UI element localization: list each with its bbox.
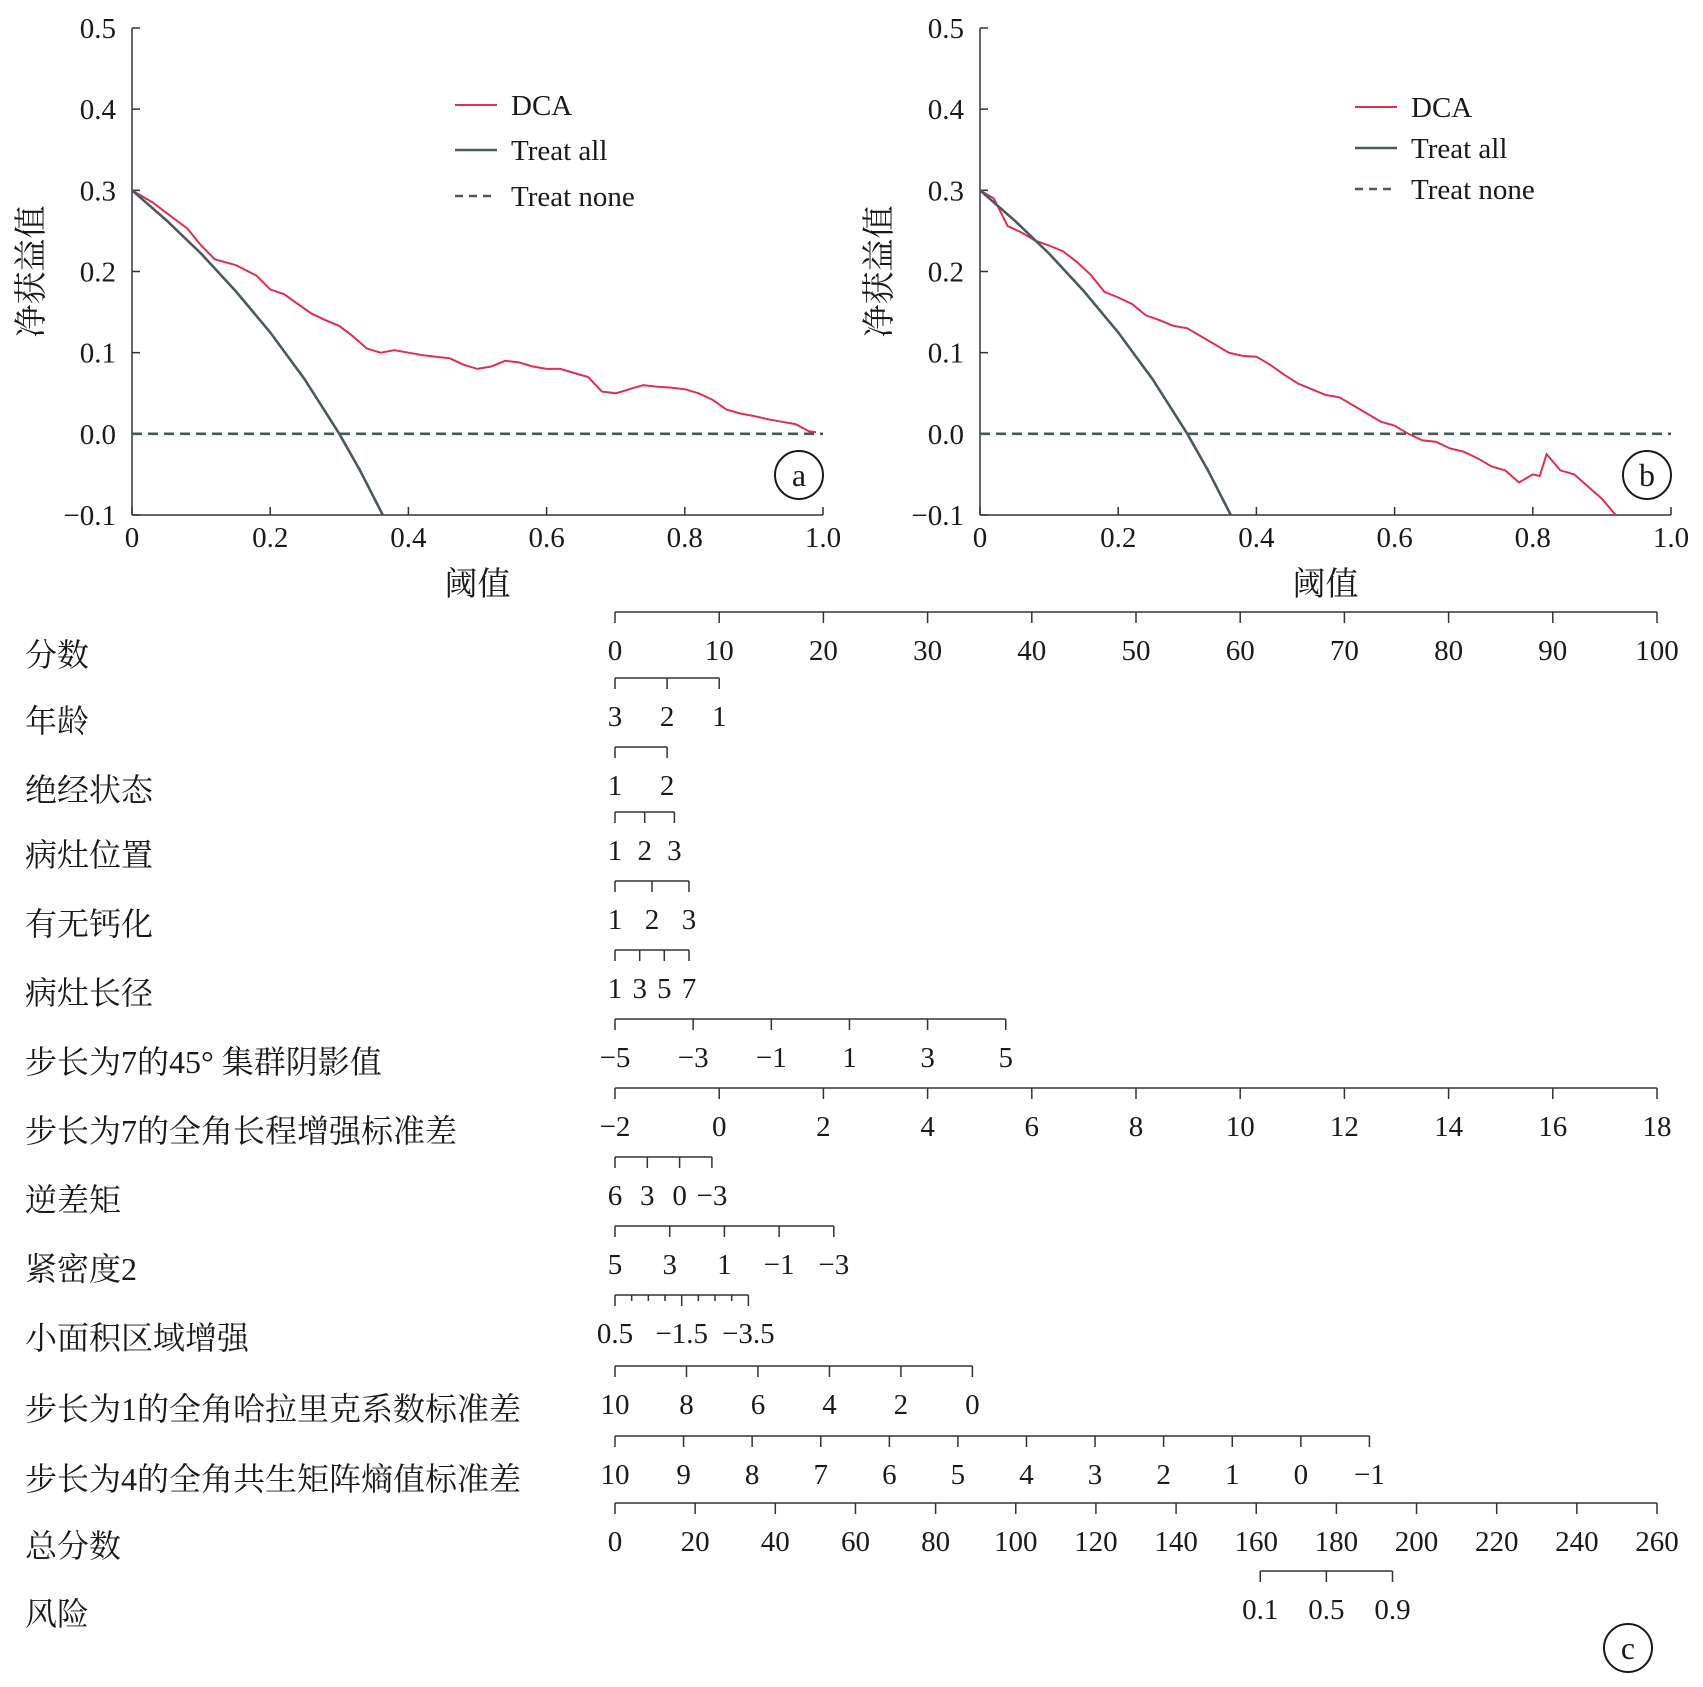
legend-label: Treat none xyxy=(1411,174,1535,206)
row-label: 步长为7的全角长程增强标准差 xyxy=(25,1113,458,1149)
row-tick-label: 1 xyxy=(607,770,623,802)
row-tick-label: 180 xyxy=(1314,1526,1359,1558)
row-label: 绝经状态 xyxy=(25,772,154,808)
row-tick-label: 7 xyxy=(813,1459,829,1491)
row-tick-label: 5 xyxy=(657,973,672,1005)
row-tick-label: 10 xyxy=(704,635,734,667)
x-tick-label: 0.6 xyxy=(1376,522,1413,554)
row-tick-label: −3.5 xyxy=(722,1318,775,1350)
row-tick-label: −1 xyxy=(763,1249,795,1281)
x-tick-label: 0 xyxy=(124,522,140,554)
row-tick-label: 6 xyxy=(607,1180,623,1212)
y-tick-label: −0.1 xyxy=(63,500,116,532)
row-tick-label: 0 xyxy=(1293,1459,1309,1491)
dca-chart-a xyxy=(13,13,841,603)
row-tick-label: 3 xyxy=(662,1249,677,1281)
row-tick-label: 2 xyxy=(644,904,660,936)
row-label: 步长为7的45° 集群阴影值 xyxy=(25,1044,382,1080)
row-tick-label: 9 xyxy=(676,1459,691,1491)
row-tick-label: 20 xyxy=(680,1526,710,1558)
row-tick-label: 80 xyxy=(921,1526,951,1558)
nomogram-row xyxy=(25,747,674,808)
row-tick-label: 1 xyxy=(1225,1459,1240,1491)
row-tick-label: 10 xyxy=(1225,1111,1255,1143)
row-tick-label: 18 xyxy=(1642,1111,1672,1143)
panel-label: a xyxy=(791,457,807,493)
y-tick-label: 0.0 xyxy=(79,418,116,451)
y-tick-label: 0.3 xyxy=(927,175,964,208)
row-tick-label: 0 xyxy=(607,1526,623,1558)
row-tick-label: 1 xyxy=(607,973,623,1005)
x-tick-label: 1.0 xyxy=(804,522,842,554)
row-tick-label: 1 xyxy=(717,1249,732,1281)
row-tick-label: 16 xyxy=(1538,1111,1568,1143)
row-tick-label: 14 xyxy=(1434,1111,1464,1143)
row-tick-label: 20 xyxy=(808,635,838,667)
row-tick-label: 2 xyxy=(816,1111,831,1143)
row-tick-label: 1 xyxy=(607,904,623,936)
row-tick-label: 0.5 xyxy=(1308,1594,1345,1626)
row-tick-label: 3 xyxy=(632,973,647,1005)
x-axis-title: 阈值 xyxy=(444,567,511,603)
row-tick-label: −1 xyxy=(1353,1459,1385,1491)
row-tick-label: 12 xyxy=(1329,1111,1359,1143)
row-tick-label: 120 xyxy=(1074,1526,1118,1558)
nomogram-row xyxy=(25,1226,849,1287)
nomogram-row xyxy=(25,1088,1672,1149)
row-tick-label: −1.5 xyxy=(655,1318,708,1350)
row-tick-label: 10 xyxy=(600,1459,630,1491)
y-tick-label: 0.4 xyxy=(79,94,116,127)
row-tick-label: 4 xyxy=(1019,1459,1034,1491)
x-tick-label: 0.8 xyxy=(1514,522,1551,554)
row-tick-label: 0 xyxy=(711,1111,727,1143)
row-tick-label: 8 xyxy=(744,1459,760,1491)
row-label: 步长为4的全角共生矩阵熵值标准差 xyxy=(25,1461,522,1497)
nomogram-row xyxy=(25,1295,775,1356)
row-label: 病灶位置 xyxy=(25,837,154,873)
row-tick-label: 6 xyxy=(882,1459,897,1491)
nomogram-row xyxy=(25,1019,1013,1080)
series-line-treat-all xyxy=(132,190,383,515)
row-tick-label: 60 xyxy=(1225,635,1255,667)
x-tick-label: 0.2 xyxy=(1100,522,1137,554)
row-tick-label: 100 xyxy=(1635,635,1679,667)
row-tick-label: 80 xyxy=(1434,635,1464,667)
row-tick-label: −3 xyxy=(677,1042,709,1074)
series-line-dca xyxy=(132,190,816,432)
row-tick-label: 0 xyxy=(607,635,623,667)
row-tick-label: 5 xyxy=(950,1459,966,1491)
y-tick-label: 0.5 xyxy=(927,13,964,45)
row-tick-label: 2 xyxy=(637,835,652,867)
row-tick-label: 6 xyxy=(1024,1111,1040,1143)
legend-label: Treat none xyxy=(511,181,635,213)
panel-label: c xyxy=(1620,1630,1636,1666)
y-tick-label: 0.1 xyxy=(927,337,964,370)
row-tick-label: 1 xyxy=(607,835,623,867)
row-label: 分数 xyxy=(25,637,90,673)
y-tick-label: 0.3 xyxy=(79,175,116,208)
nomogram-row xyxy=(25,812,682,873)
row-label: 逆差矩 xyxy=(25,1182,122,1218)
y-tick-label: 0.2 xyxy=(79,256,116,289)
nomogram-row xyxy=(25,612,1679,673)
x-axis-title: 阈值 xyxy=(1292,567,1359,603)
x-tick-label: 0.6 xyxy=(528,522,565,554)
nomogram-row xyxy=(25,1157,727,1218)
row-tick-label: 3 xyxy=(681,904,697,936)
row-tick-label: 2 xyxy=(659,770,675,802)
row-tick-label: −2 xyxy=(599,1111,631,1143)
row-label: 步长为1的全角哈拉里克系数标准差 xyxy=(25,1391,522,1427)
x-tick-label: 0.8 xyxy=(666,522,703,554)
x-tick-label: 0.4 xyxy=(390,522,427,554)
dca-chart-b xyxy=(861,13,1689,603)
y-tick-label: 0.4 xyxy=(927,94,964,127)
y-axis-title: 净获益值 xyxy=(14,205,50,338)
row-tick-label: 60 xyxy=(840,1526,870,1558)
row-tick-label: 3 xyxy=(607,701,623,733)
x-tick-label: 0 xyxy=(972,522,988,554)
row-tick-label: 3 xyxy=(1087,1459,1103,1491)
row-tick-label: 0.9 xyxy=(1374,1594,1411,1626)
row-label: 紧密度2 xyxy=(25,1251,138,1287)
row-tick-label: 0.1 xyxy=(1242,1594,1279,1626)
row-tick-label: 0 xyxy=(965,1389,980,1421)
legend-label: DCA xyxy=(1411,92,1473,124)
row-tick-label: 0 xyxy=(672,1180,687,1212)
nomogram-chart-c xyxy=(25,612,1679,1672)
y-tick-label: 0.0 xyxy=(927,418,964,451)
row-tick-label: 220 xyxy=(1474,1526,1519,1558)
row-tick-label: 30 xyxy=(913,635,943,667)
nomogram-row xyxy=(25,1503,1679,1564)
x-tick-label: 0.4 xyxy=(1238,522,1275,554)
row-tick-label: 0.5 xyxy=(596,1318,634,1350)
row-tick-label: 3 xyxy=(667,835,682,867)
row-tick-label: 260 xyxy=(1635,1526,1679,1558)
row-tick-label: 4 xyxy=(822,1389,837,1421)
row-label: 总分数 xyxy=(25,1528,122,1564)
y-axis-title: 净获益值 xyxy=(862,205,898,338)
y-tick-label: 0.1 xyxy=(79,337,116,370)
x-tick-label: 0.2 xyxy=(252,522,289,554)
row-tick-label: 7 xyxy=(681,973,697,1005)
row-tick-label: −3 xyxy=(818,1249,850,1281)
row-tick-label: 1 xyxy=(842,1042,857,1074)
row-tick-label: 240 xyxy=(1555,1526,1599,1558)
row-tick-label: 10 xyxy=(600,1389,630,1421)
row-tick-label: 70 xyxy=(1329,635,1359,667)
row-tick-label: 2 xyxy=(1156,1459,1171,1491)
row-tick-label: 2 xyxy=(659,701,675,733)
y-tick-label: −0.1 xyxy=(911,500,964,532)
nomogram-row xyxy=(25,1366,980,1427)
row-label: 风险 xyxy=(25,1596,90,1632)
row-label: 小面积区域增强 xyxy=(25,1320,250,1356)
row-tick-label: 4 xyxy=(920,1111,935,1143)
legend-label: Treat all xyxy=(1411,133,1508,165)
row-tick-label: −3 xyxy=(696,1180,728,1212)
nomogram-row xyxy=(25,1436,1385,1497)
x-tick-label: 1.0 xyxy=(1652,522,1690,554)
row-tick-label: 1 xyxy=(711,701,727,733)
row-tick-label: 2 xyxy=(893,1389,909,1421)
row-tick-label: 160 xyxy=(1234,1526,1278,1558)
row-tick-label: −5 xyxy=(599,1042,631,1074)
y-tick-label: 0.2 xyxy=(927,256,964,289)
panel-label: b xyxy=(1639,457,1655,493)
row-label: 病灶长径 xyxy=(25,975,154,1011)
y-tick-label: 0.5 xyxy=(79,13,116,45)
row-tick-label: 90 xyxy=(1538,635,1568,667)
row-label: 年龄 xyxy=(25,703,90,739)
row-tick-label: 40 xyxy=(1017,635,1047,667)
nomogram-row xyxy=(25,1571,1411,1632)
row-tick-label: 140 xyxy=(1154,1526,1198,1558)
row-tick-label: 8 xyxy=(679,1389,694,1421)
row-tick-label: 3 xyxy=(640,1180,655,1212)
row-tick-label: 40 xyxy=(760,1526,790,1558)
row-tick-label: 5 xyxy=(998,1042,1013,1074)
row-tick-label: 5 xyxy=(607,1249,623,1281)
nomogram-row xyxy=(25,881,696,942)
row-tick-label: 100 xyxy=(994,1526,1038,1558)
row-tick-label: 50 xyxy=(1121,635,1151,667)
row-tick-label: 3 xyxy=(920,1042,935,1074)
row-tick-label: 200 xyxy=(1394,1526,1439,1558)
nomogram-row xyxy=(25,678,726,739)
legend-label: Treat all xyxy=(511,135,608,167)
series-line-dca xyxy=(980,190,1616,515)
series-line-treat-all xyxy=(980,190,1231,515)
row-tick-label: 6 xyxy=(750,1389,766,1421)
row-tick-label: 8 xyxy=(1128,1111,1144,1143)
nomogram-row xyxy=(25,950,696,1011)
row-label: 有无钙化 xyxy=(25,906,154,942)
legend-label: DCA xyxy=(511,90,573,122)
row-tick-label: −1 xyxy=(755,1042,787,1074)
